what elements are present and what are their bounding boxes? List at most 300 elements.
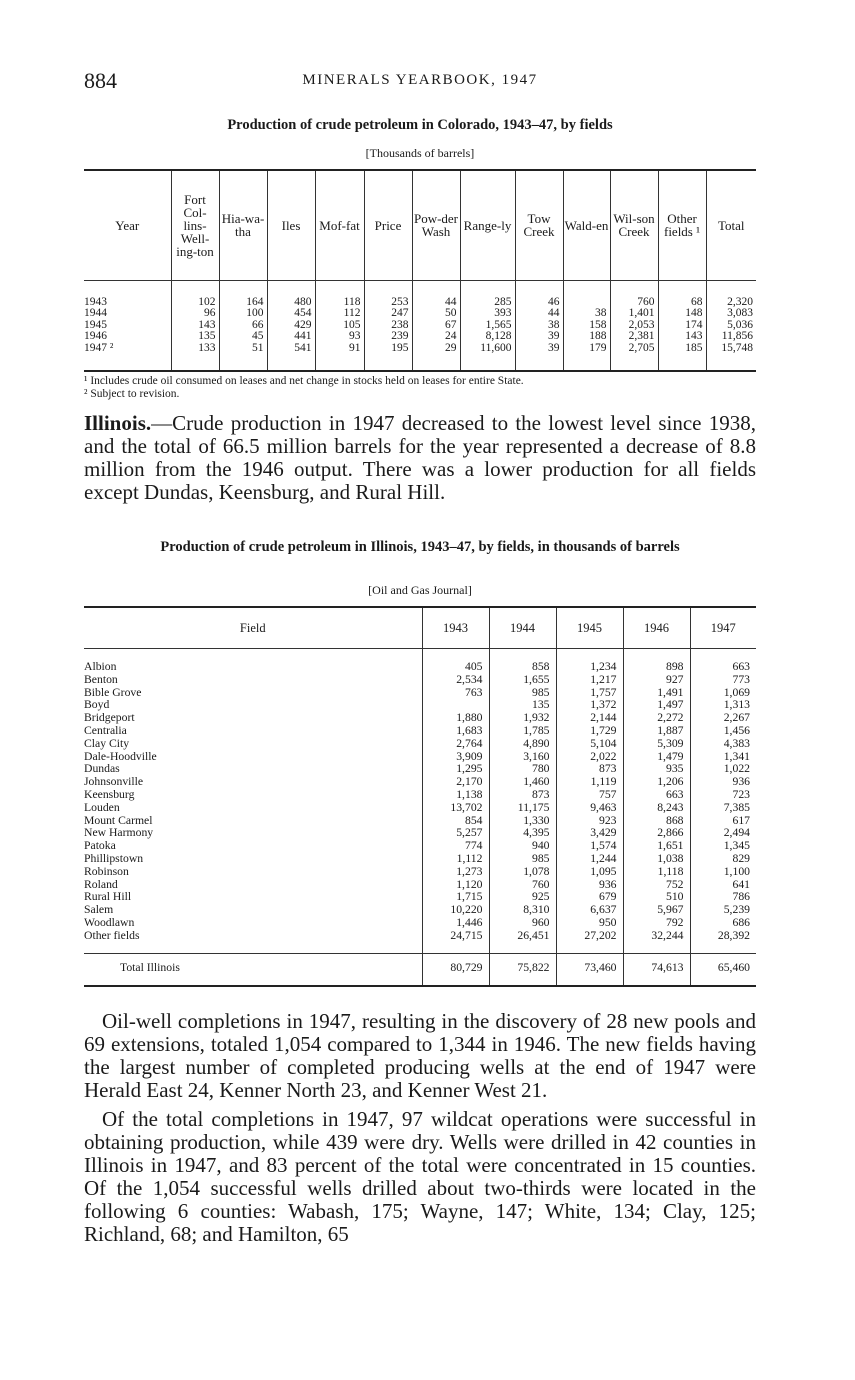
illinois-value-cell: 1,244 <box>556 853 623 866</box>
illinois-value-cell: 5,967 <box>623 904 690 917</box>
illinois-value-cell: 1,118 <box>623 866 690 879</box>
colorado-value-cell: 15,748 <box>721 341 753 354</box>
spacer-cell <box>219 280 267 297</box>
illinois-value-cell: 1,729 <box>556 725 623 738</box>
illinois-field-cell: Dale-Hoodville <box>84 751 422 764</box>
colorado-value-cell: 39 <box>515 331 563 343</box>
illinois-value-cell: 854 <box>422 815 489 828</box>
colorado-value-cell: 1,401 <box>610 308 658 320</box>
illinois-value-cell: 1,887 <box>623 725 690 738</box>
illinois-row <box>84 776 756 789</box>
illinois-row <box>84 866 756 879</box>
colorado-header-row <box>84 170 756 280</box>
illinois-value-cell: 1,491 <box>623 687 690 700</box>
illinois-value-cell: 780 <box>489 763 556 776</box>
illinois-col-header: 1946 <box>623 607 690 649</box>
spacer-cell <box>267 280 315 297</box>
colorado-footnotes <box>84 375 756 400</box>
illinois-value-cell: 6,637 <box>556 904 623 917</box>
colorado-value-cell: 38 <box>515 320 563 332</box>
colorado-value-cell: 143 <box>658 331 706 343</box>
colorado-value-cell: 158 <box>563 320 610 332</box>
illinois-row <box>84 815 756 828</box>
illinois-field-cell: Louden <box>84 802 422 815</box>
illinois-value-cell: 1,460 <box>489 776 556 789</box>
end-cell <box>658 354 706 371</box>
illinois-value-cell: 792 <box>623 917 690 930</box>
colorado-value-cell: 185 <box>658 343 706 355</box>
illinois-total-value: 75,822 <box>489 953 556 981</box>
colorado-value-cell: 46 <box>515 297 563 309</box>
illinois-value-cell: 1,022 <box>723 762 750 776</box>
illinois-value-cell: 28,392 <box>717 928 750 942</box>
illinois-value-cell: 641 <box>732 877 750 891</box>
colorado-col-header: Pow-der Wash <box>412 170 460 280</box>
illinois-field-cell: Albion <box>84 661 422 674</box>
illinois-row <box>84 699 756 712</box>
colorado-value-cell: 135 <box>171 331 219 343</box>
colorado-col-header: Tow Creek <box>515 170 563 280</box>
end-cell <box>610 354 658 371</box>
illinois-text: —Crude production in 1947 decreased to the lowest level since 1938, and the total of 66.5 million barrels for the year represented a decrease of 8.8 million from the 1946 output. There was a lower production for all fields except Dundas, Keensburg, and Rural Hill. <box>84 411 756 504</box>
end-cell <box>460 354 515 371</box>
illinois-field-cell: Phillipstown <box>84 853 422 866</box>
illinois-field-cell: Clay City <box>84 738 422 751</box>
illinois-value-cell: 617 <box>732 813 750 827</box>
illinois-field-cell: Other fields <box>84 930 422 943</box>
colorado-value-cell: 253 <box>364 297 412 309</box>
illinois-field-cell: Rural Hill <box>84 891 422 904</box>
illinois-total-row <box>84 953 756 981</box>
colorado-value-cell: 100 <box>219 308 267 320</box>
colorado-value-cell: 24 <box>412 331 460 343</box>
illinois-total-value: 65,460 <box>717 960 750 974</box>
end-cell <box>84 354 171 371</box>
colorado-value-cell: 118 <box>315 297 364 309</box>
footnote-1: ¹ Includes crude oil consumed on leases and net change in stocks held on leases for entire State. <box>84 375 524 387</box>
illinois-value-cell: 3,909 <box>422 751 489 764</box>
illinois-value-cell: 5,309 <box>623 738 690 751</box>
colorado-value-cell: 11,600 <box>460 343 515 355</box>
colorado-value-cell: 285 <box>460 297 515 309</box>
illinois-value-cell: 9,463 <box>556 802 623 815</box>
colorado-value-cell: 480 <box>267 297 315 309</box>
colorado-col-header: Range-ly <box>460 170 515 280</box>
illinois-field-cell: Johnsonville <box>84 776 422 789</box>
illinois-row <box>84 763 756 776</box>
completions-paragraph: Oil-well completions in 1947, resulting in the discovery of 28 new pools and 69 extensions, totaled 1,054 compared to 1,344 in 1946. The new fields having the largest number of completed producing wells at the end of 1947 were Herald East 24, Kenner North 23, and Kenner West 21. <box>84 1009 756 1102</box>
illinois-value-cell: 723 <box>732 787 750 801</box>
illinois-value-cell: 936 <box>732 775 750 789</box>
colorado-value-cell: 2,705 <box>610 343 658 355</box>
spacer-cell <box>658 280 706 297</box>
illinois-table-subtitle: [Oil and Gas Journal] <box>368 583 472 597</box>
spacer-cell <box>610 280 658 297</box>
colorado-value-cell: 105 <box>315 320 364 332</box>
page-number: 884 <box>84 68 117 93</box>
spacer-cell <box>315 280 364 297</box>
illinois-value-cell: 663 <box>732 660 750 673</box>
colorado-value-cell: 429 <box>267 320 315 332</box>
colorado-value-cell: 393 <box>460 308 515 320</box>
spacer-cell <box>412 280 460 297</box>
colorado-value-cell: 102 <box>171 297 219 309</box>
gap-cell <box>623 943 690 954</box>
colorado-value-cell: 247 <box>364 308 412 320</box>
illinois-value-cell: 1,715 <box>422 891 489 904</box>
illinois-value-cell: 1,295 <box>422 763 489 776</box>
end-cell <box>556 981 623 986</box>
illinois-value-cell: 1,313 <box>723 698 750 712</box>
illinois-row <box>84 687 756 700</box>
illinois-row <box>84 891 756 904</box>
spacer-cell <box>171 280 219 297</box>
illinois-col-header: Field <box>84 607 422 649</box>
illinois-value-cell: 1,330 <box>489 815 556 828</box>
colorado-value-cell: 66 <box>219 320 267 332</box>
illinois-value-cell: 2,170 <box>422 776 489 789</box>
colorado-col-header: Price <box>364 170 412 280</box>
illinois-value-cell: 752 <box>623 879 690 892</box>
colorado-value-cell: 1,565 <box>460 320 515 332</box>
colorado-value-cell: 29 <box>412 343 460 355</box>
colorado-table-body <box>84 280 756 371</box>
illinois-total-value: 80,729 <box>422 953 489 981</box>
illinois-value-cell: 773 <box>732 672 750 686</box>
illinois-value-cell: 135 <box>489 699 556 712</box>
wildcat-paragraph: Of the total completions in 1947, 97 wildcat operations were successful in obtaining production, while 439 were dry. Wells were drilled in 42 counties in Illinois in 1947, and 83 percent of the total were concentrated in 15 counties. Of the 1,054 successful wells drilled about two-thirds were located in the following 6 counties: Wabash, 175; Wayne, 147; White, 134; Clay, 125; Richland, 68; and Hamilton, 65 <box>84 1107 756 1246</box>
colorado-value-cell: 454 <box>267 308 315 320</box>
illinois-value-cell: 1,119 <box>556 776 623 789</box>
gap-cell <box>556 943 623 954</box>
illinois-value-cell: 5,104 <box>556 738 623 751</box>
illinois-value-cell: 1,574 <box>556 840 623 853</box>
illinois-value-cell: 1,273 <box>422 866 489 879</box>
illinois-value-cell: 1,651 <box>623 840 690 853</box>
colorado-value-cell: 44 <box>515 308 563 320</box>
illinois-value-cell: 1,100 <box>723 864 750 878</box>
illinois-value-cell: 763 <box>422 687 489 700</box>
illinois-value-cell: 7,385 <box>723 800 750 814</box>
running-title: MINERALS YEARBOOK, 1947 <box>302 72 538 88</box>
illinois-field-cell: Bridgeport <box>84 712 422 725</box>
spacer-cell <box>706 280 756 297</box>
end-cell <box>563 354 610 371</box>
colorado-col-header: Wil-son Creek <box>610 170 658 280</box>
colorado-value-cell: 5,036 <box>727 318 753 331</box>
colorado-col-header: Fort Col-lins-Well-ing-ton <box>171 170 219 280</box>
colorado-value-cell: 238 <box>364 320 412 332</box>
illinois-value-cell: 936 <box>556 879 623 892</box>
illinois-field-cell: Bible Grove <box>84 687 422 700</box>
colorado-value-cell: 11,856 <box>721 330 753 342</box>
illinois-row <box>84 789 756 802</box>
illinois-col-header: 1943 <box>422 607 489 649</box>
illinois-value-cell: 2,267 <box>723 711 750 725</box>
colorado-year-cell: 1943 <box>84 297 171 309</box>
illinois-value-cell: 1,112 <box>422 853 489 866</box>
illinois-field-cell: Benton <box>84 674 422 687</box>
illinois-value-cell: 1,234 <box>556 661 623 674</box>
illinois-field-cell: Keensburg <box>84 789 422 802</box>
illinois-value-cell: 2,144 <box>556 712 623 725</box>
illinois-value-cell: 1,456 <box>723 723 750 737</box>
colorado-value-cell: 441 <box>267 331 315 343</box>
illinois-row <box>84 802 756 815</box>
colorado-value-cell: 91 <box>315 343 364 355</box>
colorado-value-cell: 67 <box>412 320 460 332</box>
illinois-value-cell: 1,095 <box>556 866 623 879</box>
colorado-value-cell: 143 <box>171 320 219 332</box>
illinois-field-cell: Dundas <box>84 763 422 776</box>
illinois-value-cell: 935 <box>623 763 690 776</box>
illinois-paragraph <box>84 412 756 504</box>
colorado-year-cell: 1945 <box>84 320 171 332</box>
illinois-value-cell: 3,160 <box>489 751 556 764</box>
illinois-value-cell: 925 <box>489 891 556 904</box>
illinois-field-cell: Salem <box>84 904 422 917</box>
illinois-value-cell: 8,243 <box>623 802 690 815</box>
colorado-year-cell: 1947 ² <box>84 343 171 355</box>
colorado-value-cell: 2,381 <box>610 331 658 343</box>
illinois-value-cell: 1,785 <box>489 725 556 738</box>
illinois-value-cell: 1,479 <box>623 751 690 764</box>
illinois-total-value: 74,613 <box>623 953 690 981</box>
colorado-value-cell: 44 <box>412 297 460 309</box>
illinois-value-cell: 2,764 <box>422 738 489 751</box>
illinois-field-cell: Roland <box>84 879 422 892</box>
illinois-value-cell: 868 <box>623 815 690 828</box>
illinois-row <box>84 661 756 674</box>
colorado-value-cell: 541 <box>267 343 315 355</box>
colorado-col-header: Total <box>706 170 756 280</box>
end-cell <box>706 354 756 371</box>
colorado-table <box>84 169 756 372</box>
illinois-value-cell: 10,220 <box>422 904 489 917</box>
illinois-value-cell: 757 <box>556 789 623 802</box>
running-head <box>84 68 756 98</box>
colorado-value-cell: 50 <box>412 308 460 320</box>
colorado-value-cell: 3,083 <box>727 307 753 319</box>
illinois-row <box>84 751 756 764</box>
illinois-value-cell: 1,078 <box>489 866 556 879</box>
spacer-row <box>84 280 756 297</box>
illinois-value-cell: 2,866 <box>623 827 690 840</box>
illinois-table-body <box>84 649 756 986</box>
illinois-value-cell: 1,446 <box>422 917 489 930</box>
end-cell <box>267 354 315 371</box>
illinois-value-cell: 829 <box>732 851 750 865</box>
illinois-value-cell: 923 <box>556 815 623 828</box>
colorado-row <box>84 308 756 320</box>
colorado-value-cell: 760 <box>610 297 658 309</box>
illinois-value-cell: 1,497 <box>623 699 690 712</box>
illinois-row <box>84 879 756 892</box>
illinois-value-cell: 1,683 <box>422 725 489 738</box>
illinois-value-cell: 1,932 <box>489 712 556 725</box>
illinois-value-cell: 24,715 <box>422 930 489 943</box>
illinois-value-cell: 898 <box>623 661 690 674</box>
illinois-col-header: 1944 <box>489 607 556 649</box>
illinois-value-cell: 2,534 <box>422 674 489 687</box>
illinois-table <box>84 606 756 987</box>
colorado-col-header: Iles <box>267 170 315 280</box>
illinois-value-cell: 2,022 <box>556 751 623 764</box>
spacer-cell <box>515 280 563 297</box>
illinois-row <box>84 853 756 866</box>
end-cell <box>412 354 460 371</box>
spacer-cell <box>460 280 515 297</box>
illinois-value-cell: 663 <box>623 789 690 802</box>
illinois-value-cell: 1,120 <box>422 879 489 892</box>
colorado-row <box>84 331 756 343</box>
illinois-field-cell: Centralia <box>84 725 422 738</box>
illinois-value-cell: 26,451 <box>489 930 556 943</box>
illinois-value-cell: 950 <box>556 917 623 930</box>
illinois-value-cell: 5,239 <box>723 903 750 917</box>
illinois-value-cell: 8,310 <box>489 904 556 917</box>
illinois-value-cell: 1,138 <box>422 789 489 802</box>
end-cell <box>219 354 267 371</box>
illinois-value-cell: 4,383 <box>723 736 750 750</box>
illinois-value-cell: 11,175 <box>489 802 556 815</box>
illinois-value-cell: 1,038 <box>623 853 690 866</box>
illinois-row <box>84 674 756 687</box>
illinois-value-cell: 927 <box>623 674 690 687</box>
colorado-value-cell: 148 <box>658 308 706 320</box>
end-cell <box>515 354 563 371</box>
illinois-value-cell: 960 <box>489 917 556 930</box>
colorado-year-cell: 1944 <box>84 308 171 320</box>
illinois-value-cell: 5,257 <box>422 827 489 840</box>
illinois-row <box>84 725 756 738</box>
illinois-value-cell: 2,272 <box>623 712 690 725</box>
illinois-field-cell: Boyd <box>84 699 422 712</box>
illinois-value-cell: 1,341 <box>723 749 750 763</box>
colorado-value-cell: 96 <box>171 308 219 320</box>
illinois-value-cell: 32,244 <box>623 930 690 943</box>
colorado-value-cell: 2,320 <box>727 295 753 308</box>
end-row <box>84 354 756 371</box>
end-cell <box>690 981 756 986</box>
illinois-value-cell: 1,069 <box>723 685 750 699</box>
colorado-value-cell: 164 <box>219 297 267 309</box>
end-cell <box>315 354 364 371</box>
end-cell <box>364 354 412 371</box>
illinois-table-title: Production of crude petroleum in Illinois, 1943–47, by fields, in thousands of barrels <box>160 539 680 555</box>
illinois-value-cell: 1,655 <box>489 674 556 687</box>
illinois-row <box>84 930 756 943</box>
spacer-cell <box>84 649 422 662</box>
spacer-row <box>84 649 756 662</box>
illinois-value-cell: 873 <box>556 763 623 776</box>
illinois-value-cell: 774 <box>422 840 489 853</box>
illinois-value-cell: 510 <box>623 891 690 904</box>
illinois-value-cell: 1,757 <box>556 687 623 700</box>
illinois-value-cell: 786 <box>732 890 750 904</box>
illinois-value-cell: 3,429 <box>556 827 623 840</box>
gap-cell <box>422 943 489 954</box>
colorado-value-cell: 2,053 <box>610 320 658 332</box>
colorado-value-cell: 38 <box>563 308 610 320</box>
illinois-col-header: 1945 <box>556 607 623 649</box>
illinois-col-header: 1947 <box>690 607 756 649</box>
illinois-field-cell: Woodlawn <box>84 917 422 930</box>
illinois-row <box>84 904 756 917</box>
illinois-total-label: Total Illinois <box>84 953 422 981</box>
colorado-table-title: Production of crude petroleum in Colorado, 1943–47, by fields <box>227 117 613 133</box>
illinois-row <box>84 738 756 751</box>
illinois-value-cell: 1,345 <box>723 839 750 853</box>
colorado-value-cell: 45 <box>219 331 267 343</box>
colorado-col-header: Other fields ¹ <box>658 170 706 280</box>
colorado-value-cell: 39 <box>515 343 563 355</box>
colorado-value-cell: 239 <box>364 331 412 343</box>
spacer-cell <box>84 280 171 297</box>
illinois-value-cell: 2,494 <box>723 826 750 840</box>
colorado-value-cell: 8,128 <box>460 331 515 343</box>
colorado-col-header: Hia-wa-tha <box>219 170 267 280</box>
gap-row <box>84 943 756 954</box>
illinois-value-cell: 760 <box>489 879 556 892</box>
illinois-field-cell: Robinson <box>84 866 422 879</box>
illinois-total-value: 73,460 <box>556 953 623 981</box>
colorado-value-cell: 68 <box>658 297 706 309</box>
illinois-row <box>84 840 756 853</box>
illinois-value-cell: 27,202 <box>556 930 623 943</box>
end-cell <box>623 981 690 986</box>
gap-cell <box>84 943 422 954</box>
footnote-2: ² Subject to revision. <box>84 387 180 400</box>
colorado-value-cell: 179 <box>563 343 610 355</box>
end-cell <box>489 981 556 986</box>
colorado-row <box>84 343 756 355</box>
colorado-value-cell: 133 <box>171 343 219 355</box>
illinois-value-cell: 1,217 <box>556 674 623 687</box>
colorado-value-cell: 195 <box>364 343 412 355</box>
illinois-value-cell: 1,372 <box>556 699 623 712</box>
colorado-col-header: Year <box>84 170 171 280</box>
illinois-lead: Illinois. <box>84 411 152 435</box>
end-cell <box>422 981 489 986</box>
colorado-value-cell: 112 <box>315 308 364 320</box>
illinois-row <box>84 712 756 725</box>
illinois-header-row <box>84 607 756 649</box>
spacer-cell <box>364 280 412 297</box>
illinois-value-cell: 1,880 <box>422 712 489 725</box>
end-cell <box>171 354 219 371</box>
illinois-value-cell: 13,702 <box>422 802 489 815</box>
illinois-value-cell: 985 <box>489 687 556 700</box>
gap-cell <box>489 943 556 954</box>
colorado-table-subtitle: [Thousands of barrels] <box>365 146 475 160</box>
gap-cell <box>690 943 756 954</box>
illinois-field-cell: New Harmony <box>84 827 422 840</box>
illinois-value-cell: 940 <box>489 840 556 853</box>
illinois-value-cell: 873 <box>489 789 556 802</box>
end-cell <box>84 981 422 986</box>
colorado-value-cell: 51 <box>219 343 267 355</box>
colorado-col-header: Mof-fat <box>315 170 364 280</box>
colorado-value-cell: 188 <box>563 331 610 343</box>
colorado-row <box>84 320 756 332</box>
colorado-value-cell: 174 <box>658 320 706 332</box>
illinois-value-cell: 4,890 <box>489 738 556 751</box>
illinois-row <box>84 917 756 930</box>
illinois-field-cell: Mount Carmel <box>84 815 422 828</box>
illinois-field-cell: Patoka <box>84 840 422 853</box>
illinois-value-cell: 858 <box>489 661 556 674</box>
